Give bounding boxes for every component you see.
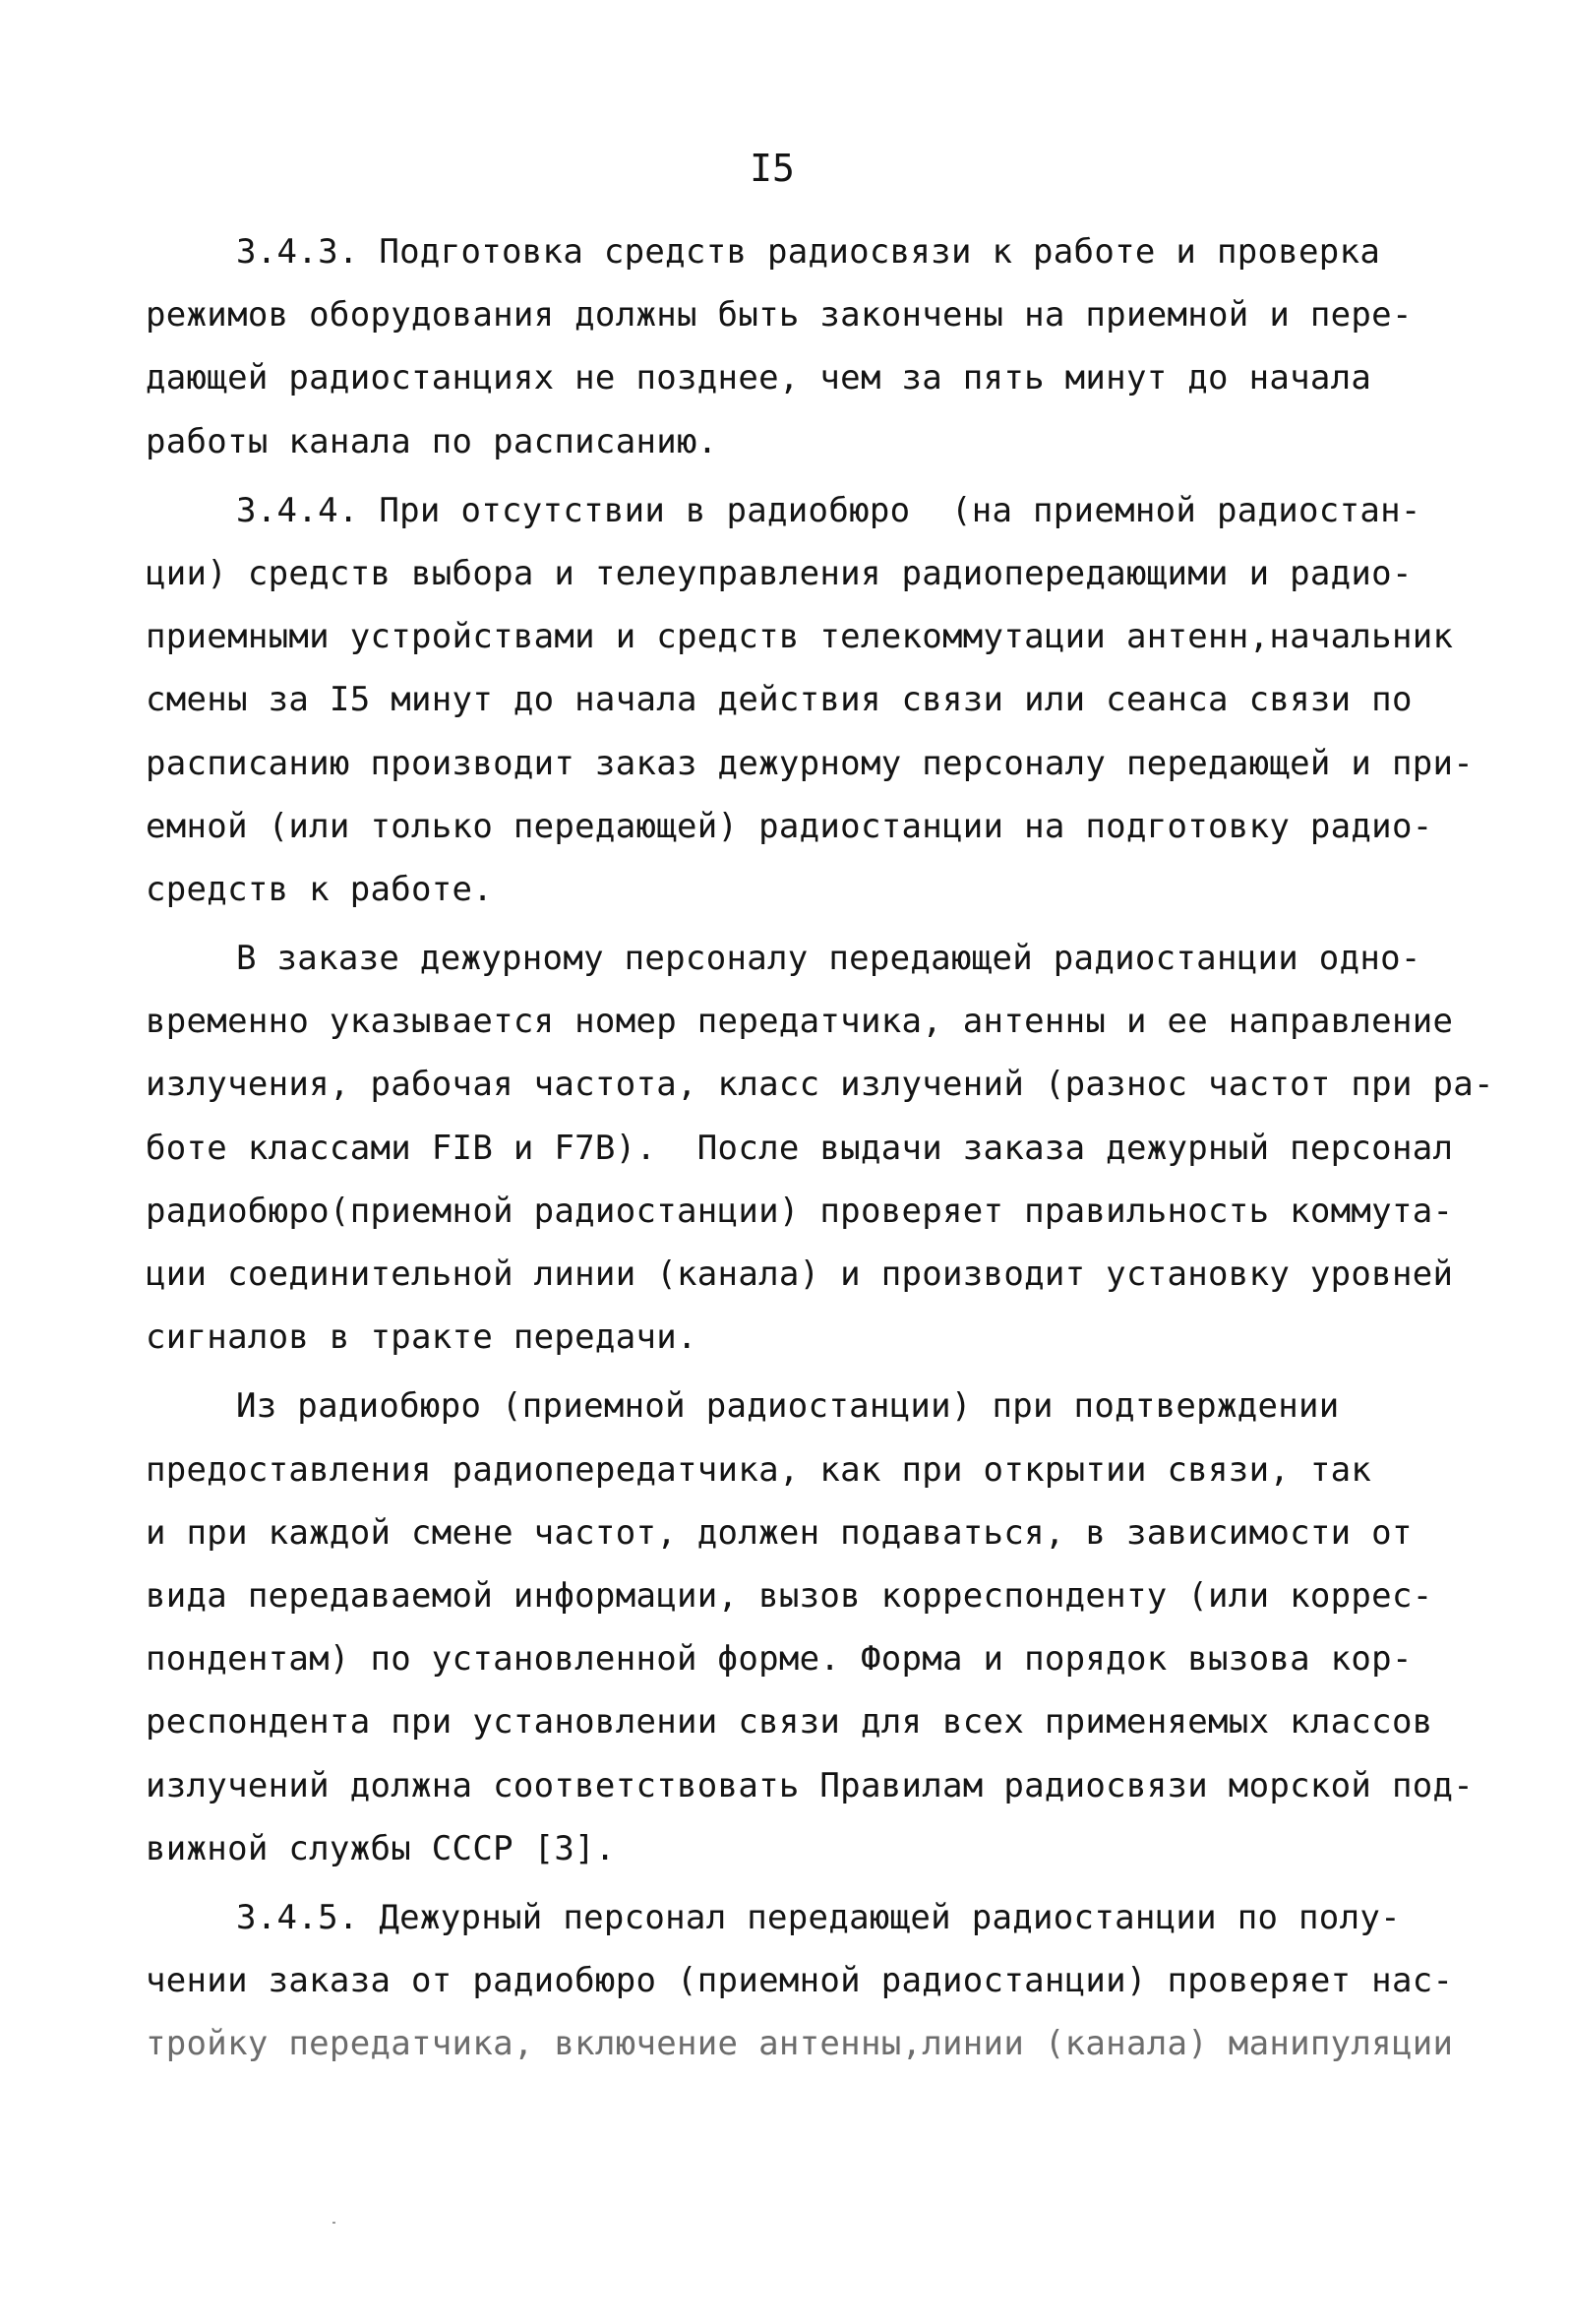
paragraph-order-details bbox=[146, 927, 1494, 1369]
paragraph-line: ции) средств выбора и телеуправления радиопередающими и радио- bbox=[146, 553, 1413, 593]
paragraph-line: емной (или только передающей) радиостанции на подготовку радио- bbox=[146, 806, 1433, 846]
paragraph-line: 3.4.3. Подготовка средств радиосвязи к работе и проверка bbox=[236, 232, 1381, 272]
page-number: I5 bbox=[750, 147, 795, 190]
paragraph-line: и при каждой смене частот, должен подаваться, в зависимости от bbox=[146, 1512, 1413, 1553]
paragraph-line: предоставления радиопередатчика, как при открытии связи, так bbox=[146, 1449, 1372, 1490]
paragraph-line: работы канала по расписанию. bbox=[146, 421, 718, 461]
paragraph-line: В заказе дежурному персоналу передающей радиостанции одно- bbox=[236, 939, 1421, 979]
paragraph-line: пондентам) по установленной форме. Форма и порядок вызова кор- bbox=[146, 1639, 1413, 1680]
paragraph-line: средств к работе. bbox=[146, 869, 494, 909]
paragraph-line: 3.4.5. Дежурный персонал передающей радиостанции по полу- bbox=[236, 1897, 1401, 1937]
paragraph-3-4-5 bbox=[146, 1886, 1454, 2076]
paragraph-line: вида передаваемой информации, вызов корреспонденту (или коррес- bbox=[146, 1575, 1433, 1616]
scan-speck bbox=[332, 2222, 335, 2224]
paragraph-line: тройку передатчика, включение антенны,линии (канала) манипуляции bbox=[146, 2024, 1454, 2064]
paragraph-line: временно указывается номер передатчика, антенны и ее направление bbox=[146, 1002, 1454, 1042]
paragraph-line: Из радиобюро (приемной радиостанции) при подтверждении bbox=[236, 1386, 1340, 1427]
paragraph-line: дающей радиостанциях не позднее, чем за пять минут до начала bbox=[146, 358, 1372, 398]
paragraph-3-4-3 bbox=[146, 220, 1415, 473]
paragraph-line: чении заказа от радиобюро (приемной радиостанции) проверяет нас- bbox=[146, 1961, 1454, 2001]
paragraph-line: 3.4.4. При отсутствии в радиобюро (на приемной радиостан- bbox=[236, 490, 1421, 530]
paragraph-line: сигналов в тракте передачи. bbox=[146, 1317, 697, 1358]
paragraph-line: смены за I5 минут до начала действия связи или сеанса связи по bbox=[146, 680, 1413, 720]
paragraph-line: расписанию производит заказ дежурному персоналу передающей и при- bbox=[146, 743, 1475, 783]
paragraph-3-4-4 bbox=[146, 479, 1475, 921]
document-body bbox=[146, 220, 1494, 2075]
paragraph-calling-procedure bbox=[146, 1375, 1475, 1880]
paragraph-line: вижной службы СССР [3]. bbox=[146, 1828, 616, 1868]
paragraph-line: респондента при установлении связи для всех применяемых классов bbox=[146, 1702, 1433, 1743]
paragraph-line: боте классами FIB и F7B). После выдачи заказа дежурный персонал bbox=[146, 1128, 1454, 1168]
paragraph-line: излучений должна соответствовать Правилам радиосвязи морской под- bbox=[146, 1765, 1475, 1805]
paragraph-line: радиобюро(приемной радиостанции) проверяет правильность коммута- bbox=[146, 1191, 1454, 1231]
paragraph-line: ции соединительной линии (канала) и производит установку уровней bbox=[146, 1254, 1454, 1294]
paragraph-line: излучения, рабочая частота, класс излучений (разнос частот при ра- bbox=[146, 1065, 1494, 1105]
paragraph-line: режимов оборудования должны быть закончены на приемной и пере- bbox=[146, 295, 1413, 336]
paragraph-line: приемными устройствами и средств телекоммутации антенн,начальник bbox=[146, 617, 1454, 657]
